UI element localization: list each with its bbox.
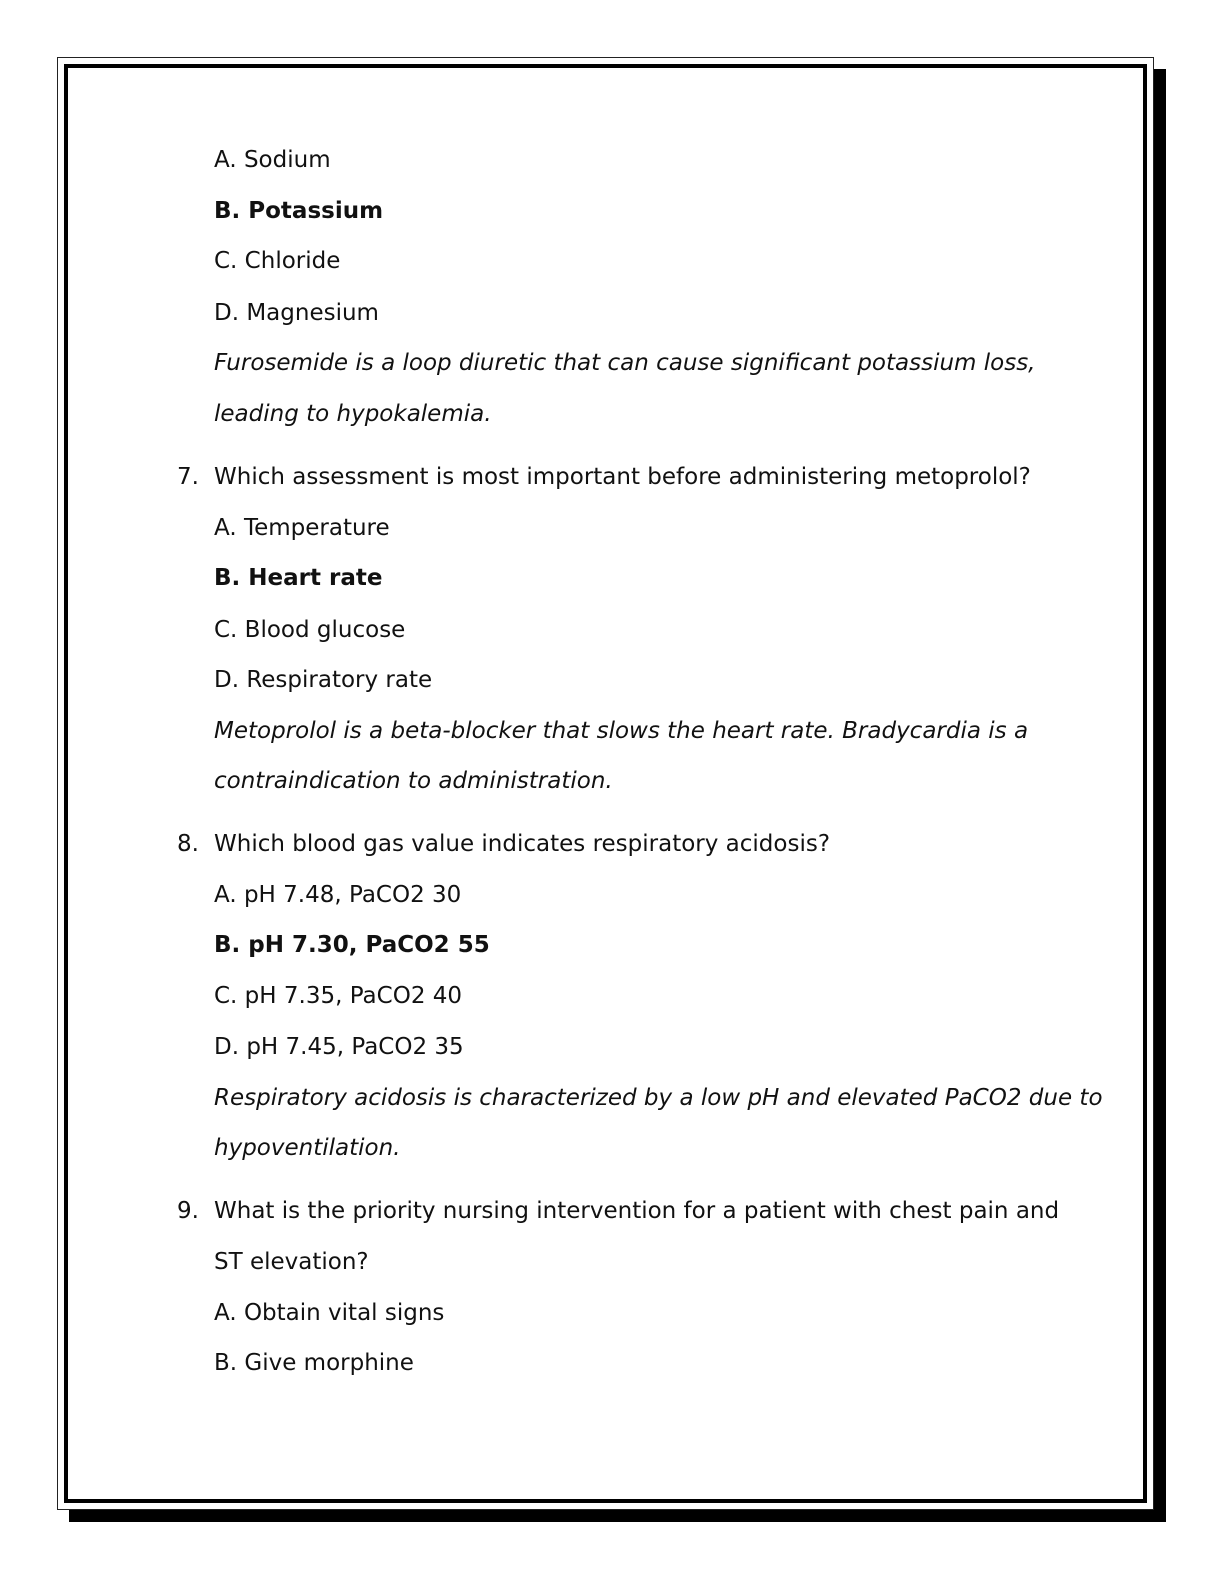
question-7-option-b-correct: B. Heart rate xyxy=(214,565,383,591)
question-9-number: 9. xyxy=(177,1198,199,1224)
question-9-stem-line-2: ST elevation? xyxy=(214,1249,369,1275)
question-8-option-b-correct: B. pH 7.30, PaCO2 55 xyxy=(214,932,490,958)
question-7-option-d: D. Respiratory rate xyxy=(214,667,433,693)
prev-rationale-line-2: leading to hypokalemia. xyxy=(214,401,492,427)
prev-option-d: D. Magnesium xyxy=(214,300,379,326)
question-8-rationale-line-1: Respiratory acidosis is characterized by a low pH and elevated PaCO2 due to xyxy=(214,1085,1103,1111)
question-7-option-c: C. Blood glucose xyxy=(214,617,406,643)
question-8-option-a: A. pH 7.48, PaCO2 30 xyxy=(214,882,462,908)
prev-option-b-correct: B. Potassium xyxy=(214,198,384,224)
question-7-rationale-line-1: Metoprolol is a beta-blocker that slows the heart rate. Bradycardia is a xyxy=(214,718,1029,744)
question-9-stem-line-1: What is the priority nursing intervention for a patient with chest pain and xyxy=(214,1198,1060,1224)
question-8-number: 8. xyxy=(177,831,199,857)
question-8-option-d: D. pH 7.45, PaCO2 35 xyxy=(214,1034,464,1060)
prev-option-c: C. Chloride xyxy=(214,248,341,274)
question-7-number: 7. xyxy=(177,464,199,490)
question-7-stem: Which assessment is most important before administering metoprolol? xyxy=(214,464,1031,490)
question-8-rationale-line-2: hypoventilation. xyxy=(214,1135,401,1161)
question-9-option-b: B. Give morphine xyxy=(214,1350,414,1376)
question-7-rationale-line-2: contraindication to administration. xyxy=(214,768,613,794)
question-9-option-a: A. Obtain vital signs xyxy=(214,1300,445,1326)
prev-option-a: A. Sodium xyxy=(214,147,331,173)
question-7-option-a: A. Temperature xyxy=(214,515,390,541)
question-8-option-c: C. pH 7.35, PaCO2 40 xyxy=(214,983,463,1009)
prev-rationale-line-1: Furosemide is a loop diuretic that can cause significant potassium loss, xyxy=(214,350,1036,376)
question-8-stem: Which blood gas value indicates respiratory acidosis? xyxy=(214,831,831,857)
